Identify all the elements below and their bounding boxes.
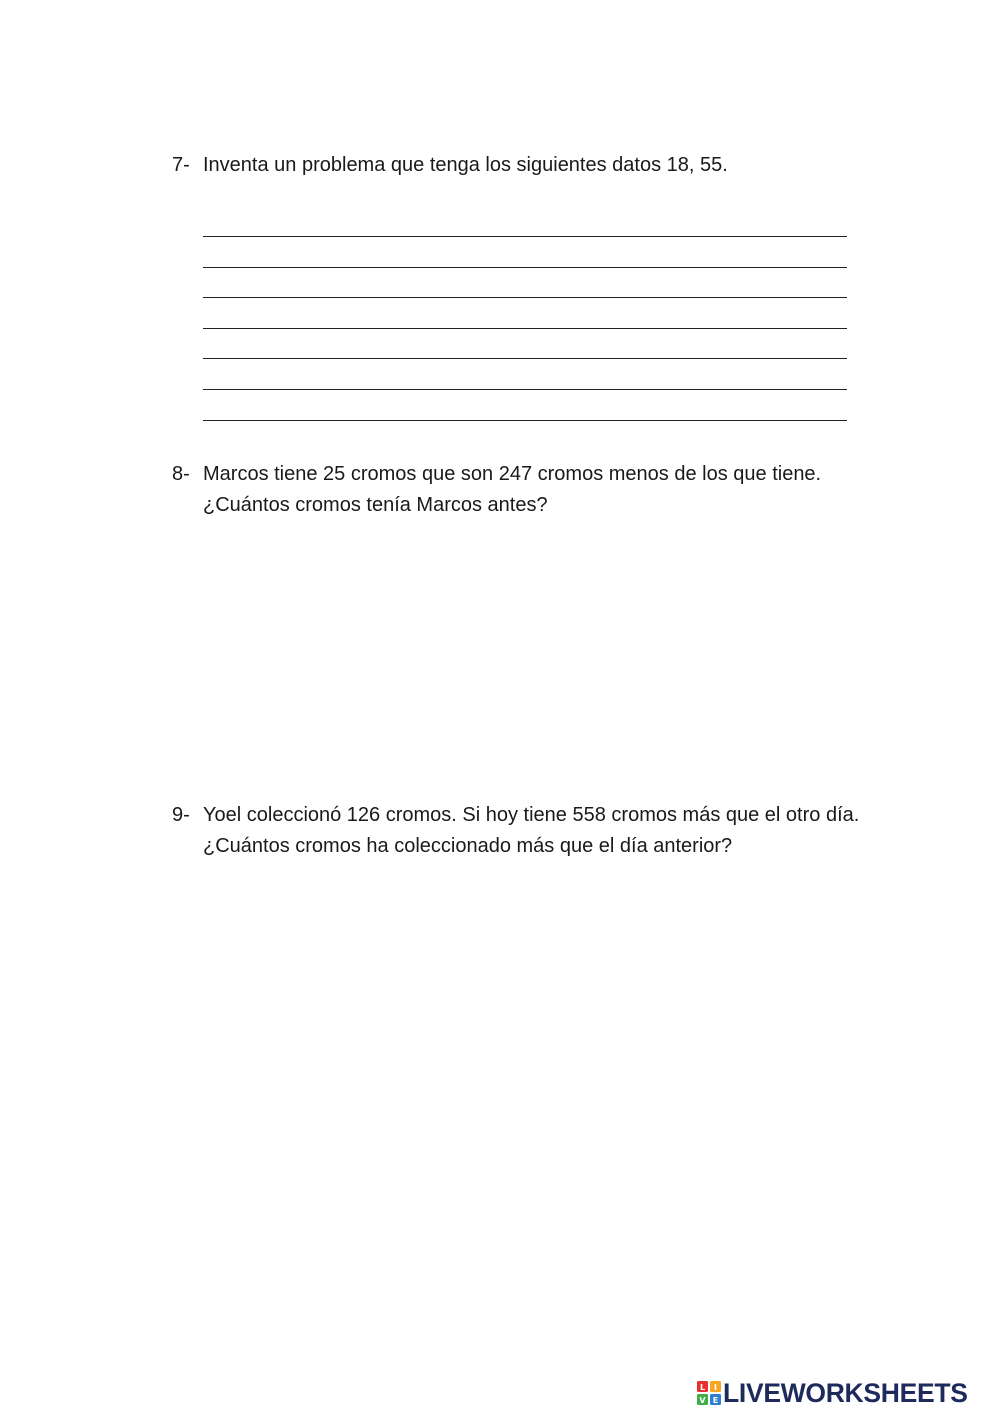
question-number: 8-	[172, 463, 190, 485]
answer-line[interactable]	[203, 329, 847, 360]
question-text: Inventa un problema que tenga los siguientes datos 18, 55.	[203, 154, 728, 176]
answer-line[interactable]	[203, 237, 847, 268]
svg-text:E: E	[712, 1396, 719, 1405]
liveworksheets-logo-icon	[697, 1381, 721, 1405]
question-number: 9-	[172, 804, 190, 826]
question-7	[172, 150, 872, 181]
question-8	[172, 459, 872, 521]
question-9	[172, 800, 872, 862]
answer-line[interactable]	[203, 298, 847, 329]
answer-lines[interactable]	[203, 205, 847, 421]
svg-text:L: L	[699, 1383, 706, 1392]
answer-line[interactable]	[203, 205, 847, 237]
brand-name: LIVEWORKSHEETS	[723, 1378, 968, 1408]
liveworksheets-branding	[697, 1378, 968, 1408]
answer-line[interactable]	[203, 359, 847, 390]
svg-text:V: V	[699, 1396, 706, 1405]
question-text: Yoel coleccionó 126 cromos. Si hoy tiene 558 cromos más que el otro día. ¿Cuántos cromos ha coleccionado más que el día anterior?	[203, 804, 860, 857]
answer-line[interactable]	[203, 390, 847, 421]
answer-line[interactable]	[203, 268, 847, 299]
question-number: 7-	[172, 154, 190, 176]
question-text: Marcos tiene 25 cromos que son 247 cromos menos de los que tiene. ¿Cuántos cromos tenía Marcos antes?	[203, 463, 822, 516]
svg-text:I: I	[714, 1383, 717, 1392]
